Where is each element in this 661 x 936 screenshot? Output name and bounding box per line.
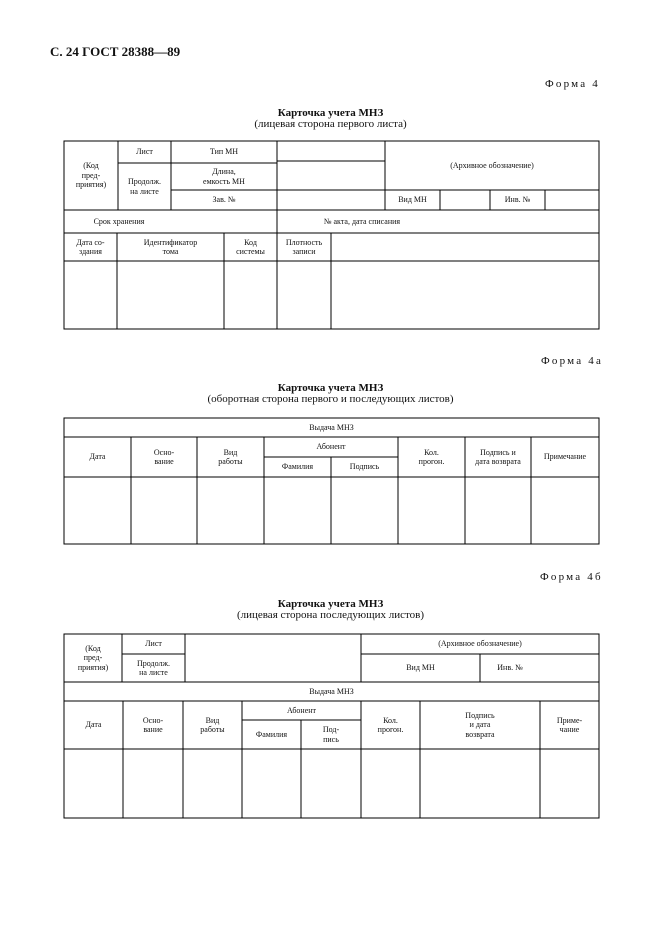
f4-data-sozdaniya: Дата со- здания [76,237,105,256]
form-4a-title: Карточка учета МНЗ [277,382,384,394]
f4-zav-nomer: Зав. № [212,195,236,205]
form-4b-label: Форма 4б [540,571,603,583]
f4-tip-mn: Тип МН [209,147,239,157]
f4b-podpis-data-vozvrata: Подпись и дата возврата [465,710,495,739]
f4b-data: Дата [85,720,102,730]
page-header: С. 24 ГОСТ 28388—89 [50,44,181,59]
f4a-familiya: Фамилия [281,462,314,472]
f4b-kol-progon: Кол. прогон. [377,715,404,734]
f4b-arkhivnoe-oboznachenie: (Архивное обозначение) [438,639,522,649]
f4-akt-data-spisaniya: № акта, дата списания [323,216,401,226]
f4-srok-khraneniya: Срок хранения [93,216,145,226]
form-4-title: Карточка учета МНЗ [277,107,384,119]
f4a-data: Дата [89,452,106,462]
f4b-kod-predpriyatiya: (Код пред- приятия) [77,643,109,672]
f4-plotnost-zapisi: Плотность записи [285,237,323,256]
f4-dlina: Длина, емкость МН [203,167,245,186]
f4-identifikator-toma: Идентификатор тома [143,237,198,256]
f4a-vydacha-mnz: Выдача МНЗ [309,422,354,432]
f4-inv-nomer: Инв. № [504,195,531,205]
f4a-osnovanie: Осно- вание [153,447,175,466]
f4-kod-predpriyatiya: (Код пред- приятия) [75,161,107,190]
f4b-vid-mn: Вид МН [406,663,435,673]
f4b-abonent: Абонент [286,705,317,715]
f4b-osnovanie: Осно- вание [142,715,164,734]
form-4-label: Форма 4 [545,78,600,90]
f4a-vid-raboty: Вид работы [218,447,243,466]
f4b-vydacha-mnz: Выдача МНЗ [309,686,354,696]
f4b-podpis: Под- пись [322,725,340,744]
f4-vid-mn: Вид МН [398,195,427,205]
f4a-podpis: Подпись [349,462,380,472]
form-4a-label: Форма 4а [541,355,604,367]
f4-list: Лист [136,147,153,157]
f4b-prodolzh: Продолж. на листе [136,658,171,677]
form-4-subtitle: (лицевая сторона первого листа) [254,118,407,130]
f4-arkhivnoe-oboznachenie: (Архивное обозначение) [450,160,534,170]
f4b-familiya: Фамилия [255,729,288,739]
form-4b-title: Карточка учета МНЗ [277,598,384,610]
f4a-kol-progon: Кол. прогон. [418,447,445,466]
f4-prodolzh: Продолж. на листе [127,177,162,196]
f4-kod-sistemy: Код системы [236,237,265,256]
f4b-vid-raboty: Вид работы [200,715,225,734]
form-4b-subtitle: (лицевая сторона последующих листов) [236,609,425,621]
f4a-abonent: Абонент [316,442,346,452]
f4b-list: Лист [145,639,162,649]
f4b-primechanie: Приме- чание [556,715,583,734]
f4a-primechanie: Примечание [543,452,587,462]
f4b-inv-nomer: Инв. № [497,663,523,673]
form-4a-subtitle: (оборотная сторона первого и последующих листов) [207,393,454,405]
f4a-podpis-data-vozvrata: Подпись и дата возврата [475,447,521,466]
